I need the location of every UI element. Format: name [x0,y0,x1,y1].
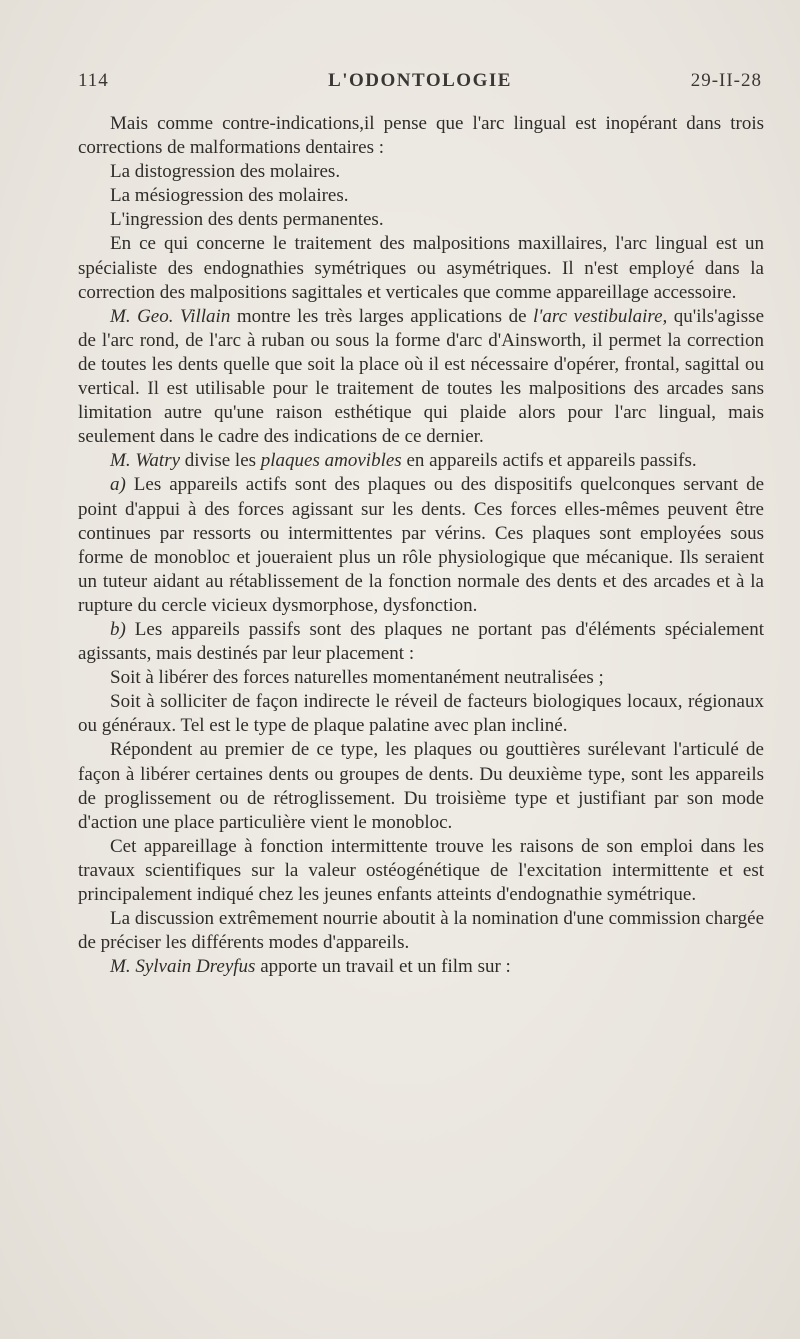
paragraph: Cet appareillage à fonction intermittente trouve les raisons de son emploi dans les travaux scientifiques sur la valeur ostéogénétique de l'excitation intermittente et est principalement indiqué chez les jeunes enfants atteints d'endognathie symétrique. [78,835,764,905]
list-marker: a) [110,474,126,496]
paragraph: Mais comme contre-indications,il pense que l'arc lingual est inopérant dans trois corrections de malformations dentaires : [78,113,764,159]
emphasis: l'arc vestibulaire, [533,305,668,327]
paragraph: M. Geo. Villain montre les très larges applications de l'arc vestibulaire, qu'ils'agisse de l'arc rond, de l'arc à ruban ou sous la forme d'arc d'Ainsworth, il permet la correction de toutes les dents quelle que soit la place où il est nécessaire d'opérer, frontal, sagittal ou vertical. Il est utilisable pour le traitement de toutes les malpositions des arcades sans limitation autre qu'une raison esthétique qui plaide alors pour l'arc lingual, mais seulement dans le cadre des indications de ce dernier. [78,305,765,448]
paragraph: a) Les appareils actifs sont des plaques ou des dispositifs quelconques servant de point d'appui à des forces agissant sur les dents. Ces forces elles-mêmes peuvent être continues par ressorts ou intermittentes par vérins. Ces plaques sont employées sous forme de monobloc et joueraient plus un rôle physiologique que mécanique. Ils seraient un tuteur aidant au rétablissement de la fonction normale des dents et des arcades et à la rupture du cercle vicieux dysmorphose, dysfonction. [78,474,764,616]
journal-title: L'ODONTOLOGIE [328,70,512,91]
paragraph: M. Sylvain Dreyfus apporte un travail et un film sur : [110,956,511,978]
paragraph: Répondent au premier de ce type, les plaques ou gouttières surélevant l'articulé de façon à libérer certaines dents ou groupes de dents. Du deuxième type, sont les appareils de proglissement ou de rétroglissement. Du troisième type et justifiant par son mode d'action une place particulière vient le monobloc. [78,739,764,833]
speaker-name: M. Watry [110,450,181,472]
page-number: 114 [78,70,109,91]
paragraph: La mésiogression des molaires. [110,185,349,207]
paragraph: La distogression des molaires. [110,161,341,183]
paragraph: L'ingression des dents permanentes. [110,209,384,231]
paragraph: b) Les appareils passifs sont des plaques ne portant pas d'éléments spécialement agissants, mais destinés par leur placement : [78,618,764,665]
paragraph: M. Watry divise les plaques amovibles en appareils actifs et appareils passifs. [110,450,697,472]
issue-date: 29-II-28 [690,70,762,91]
speaker-name: M. Geo. Villain [110,305,231,327]
paragraph: Soit à solliciter de façon indirecte le réveil de facteurs biologiques locaux, régionaux ou généraux. Tel est le type de plaque palatine avec plan incliné. [78,691,764,737]
running-header [78,70,762,100]
paragraph: Soit à libérer des forces naturelles momentanément neutralisées ; [110,667,604,689]
list-marker: b) [110,618,126,640]
article-body [78,112,764,979]
paragraph: En ce qui concerne le traitement des malpositions maxillaires, l'arc lingual est un spécialiste des endognathies symétriques ou asymétriques. Il n'est employé dans la correction des malpositions sagittales et verticales que comme appareillage accessoire. [78,233,764,303]
paragraph: La discussion extrêmement nourrie aboutit à la nomination d'une commission chargée de préciser les différents modes d'appareils. [78,908,764,954]
emphasis: plaques amovibles [260,450,402,472]
speaker-name: M. Sylvain Dreyfus [110,956,256,978]
